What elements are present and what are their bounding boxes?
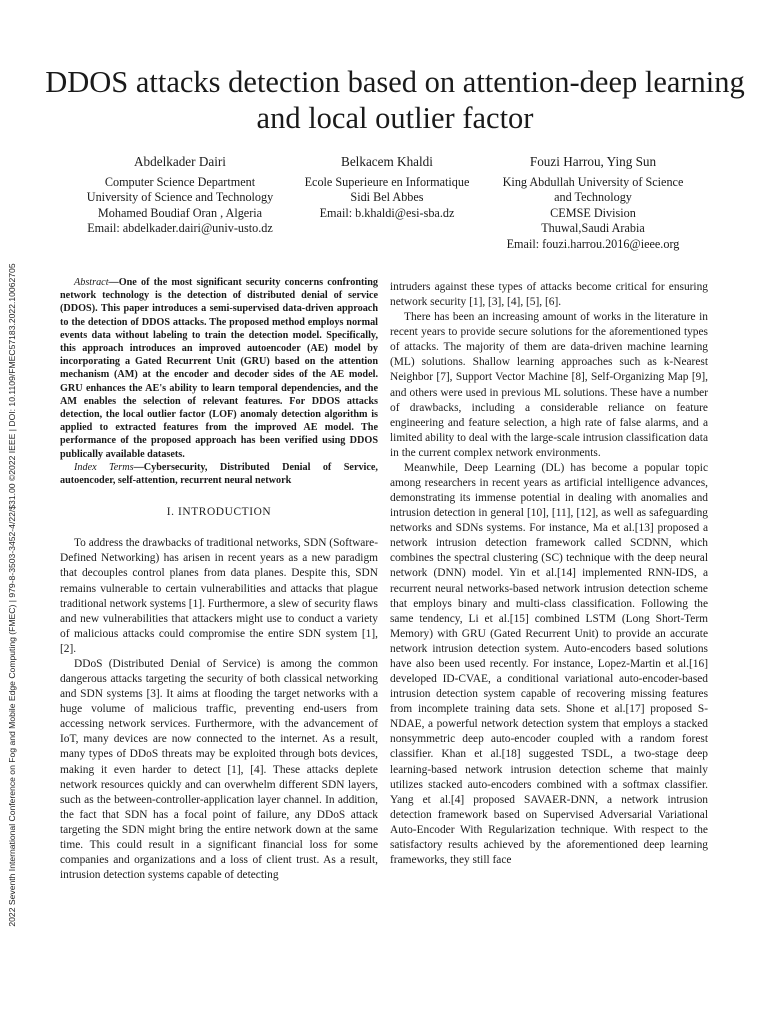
author-block-1 — [70, 154, 290, 237]
author-affiliation-line: Ecole Superieure en Informatique — [304, 174, 470, 189]
author-affiliation-line: Mohamed Boudiaf Oran , Algeria — [97, 205, 263, 220]
author-email: Email: b.khaldi@esi-sba.dz — [319, 205, 455, 220]
ieee-citation-sidebar — [0, 0, 24, 1024]
author-name: Abdelkader Dairi — [134, 154, 226, 169]
abstract — [60, 276, 378, 461]
paper-title: DDOS attacks detection based on attention-deep learning and local outlier factor — [45, 65, 745, 135]
index-terms — [60, 461, 378, 487]
author-affiliation-line: University of Science and Technology — [86, 190, 274, 205]
index-terms-text: —Cybersecurity, Distributed Denial of Service, autoencoder, self-attention, recurrent neural network — [60, 461, 378, 487]
body-paragraph: intruders against these types of attacks become critical for ensuring network security [1], [3], [4], [5], [6]. — [390, 281, 708, 309]
author-affiliation-line: and Technology — [554, 190, 632, 205]
abstract-label: Abstract — [74, 277, 109, 288]
body-paragraph: Meanwhile, Deep Learning (DL) has become a popular topic among researchers in recent years as artificial intelligence advances, demonstrating its immense potential in dealing with anomalies and intrusion detection in general [10], [11], [12], as well as safeguarding networks and SDNs systems. For instance, Ma et al.[13] proposed a network intrusion detection framework called SCDNN, which combines the spectral clustering (SC) technique with the deep neural network (DNN) model. Yin et al.[14] implemented RNN-IDS, a recurrent neural networks-based network intrusion detection scheme that employs binary and multi-class classification. Following the same tendency, Li et al.[15] combined LSTM (Long Short-Term Memory) with GRU (Gated Recurrent Unit) to provide an accurate network intrusion detection system. Auto-encoders based solutions have also been used recently. For instance, Lopez-Martin et al.[16] developed ID-CVAE, a conditional variational auto-encoder-based intrusion detection system capable of recovering missing features from incomplete training data sets. Shone et al.[17] proposed S-NDAE, a powerful network detection system that employs a stacked nonsymmetric deep auto-encoder coupled with a random forest classifier. Khan et al.[18] suggested TSDL, a two-stage deep learning-based network intrusion detection scheme that mainly utilizes stacked auto-encoders combined with a softmax classifier. Yang et al.[4] proposed SAVAER-DNN, a network intrusion detection framework based on Supervised Adversarial Variational Auto-Encoder With Regularization technique. With respect to the satisfactory results achieved by the aforementioned deep learning frameworks, they still face — [390, 461, 708, 866]
author-affiliation-line: Sidi Bel Abbes — [350, 190, 424, 205]
author-affiliation-line: Computer Science Department — [104, 174, 256, 189]
right-column — [390, 280, 708, 868]
author-affiliation-line: Thuwal,Saudi Arabia — [541, 221, 645, 236]
abstract-text: —One of the most significant security concerns confronting network technology is the detection of distributed denial of service (DDOS). This paper introduces a semi-supervised data-driven approach to the detection of DDOS attacks. The proposed method employs normal events data without labeling to train the detection model. Specifically, this approach introduces an improved autoencoder (AE) model by incorporating a Gated Recurrent Unit (GRU) based on the attention mechanism (AM) at the encoder and decoder sides of the AE model. GRU enhances the AE's ability to learn temporal dependencies, and the AM enables the selection of relevant features. For DDOS attacks detection, the local outlier factor (LOF) anomaly detection algorithm is applied to extracted features from the improved AE model. The performance of the proposed approach has been verified using DDOS publically available datasets. — [60, 277, 378, 460]
author-block-2 — [292, 154, 482, 221]
author-affiliation-line: King Abdullah University of Science — [502, 174, 684, 189]
author-block-3 — [488, 154, 698, 253]
sidebar-citation-text: 2022 Seventh International Conference on Fog and Mobile Edge Computing (FMEC) | 979-8-3503-3452-4/22/$31.00 ©2022 IEEE | DOI: 10.1109/FMEC57183.2022.10062705 — [7, 263, 17, 927]
author-name: Belkacem Khaldi — [341, 154, 433, 169]
index-terms-label: Index Terms — [74, 461, 134, 473]
left-column — [60, 276, 378, 883]
author-name: Fouzi Harrou, Ying Sun — [529, 154, 657, 169]
author-affiliation-line: CEMSE Division — [550, 205, 636, 220]
author-email: Email: abdelkader.dairi@univ-usto.dz — [87, 221, 273, 236]
body-paragraph: To address the drawbacks of traditional networks, SDN (Software-Defined Networking) has arisen in recent years as a new paradigm that decouples control planes from data planes. Despite this, SDN remains vulnerable to certain vulnerabilities and attacks that plague traditional network systems [1]. Furthermore, a slew of security flaws and new vulnerabilities that attackers might use to conduct a variety of malicious attacks could compromise the entire SDN system [1], [2]. — [60, 537, 378, 655]
body-paragraph: DDoS (Distributed Denial of Service) is among the common dangerous attacks targeting the security of both classical networking and SDN systems [3]. It aims at flooding the target networks with a huge volume of malicious traffic, preventing end-users from accessing network services. Furthermore, with the advancement of IoT, many devices are now connected to the internet. As a result, many types of DDoS threats may be exploited through bots devices, making it even harder to detect [1], [4]. These attacks deplete network resources quickly and can overwhelm different SDN layers, such as the between-controller-application layer channel. In addition, the fact that SDN has a focal point of failure, any DDoS attack targeting the SDN might bring the entire network down at the same time. This could result in a significant financial loss for some companies and organizations and a loss of client trust. As a result, intrusion detection systems capable of detecting — [60, 657, 378, 882]
author-email: Email: fouzi.harrou.2016@ieee.org — [506, 236, 680, 251]
body-paragraph: There has been an increasing amount of works in the literature in recent years to provide secure solutions for the aforementioned types of attacks. The majority of them are data-driven machine learning (ML) solutions. Shallow learning approaches such as k-Nearest Neighbor [7], Support Vector Machine [8], Self-Organizing Map [9], and others were used in previous ML solutions. These have a number of drawbacks, including a considerable reliance on feature engineering and feature selection, a high rate of false alarms, and a limited ability to deal with the large-scale intrusion classification data in the current complex network environments. — [390, 311, 708, 459]
section-heading: I. INTRODUCTION — [166, 506, 272, 519]
